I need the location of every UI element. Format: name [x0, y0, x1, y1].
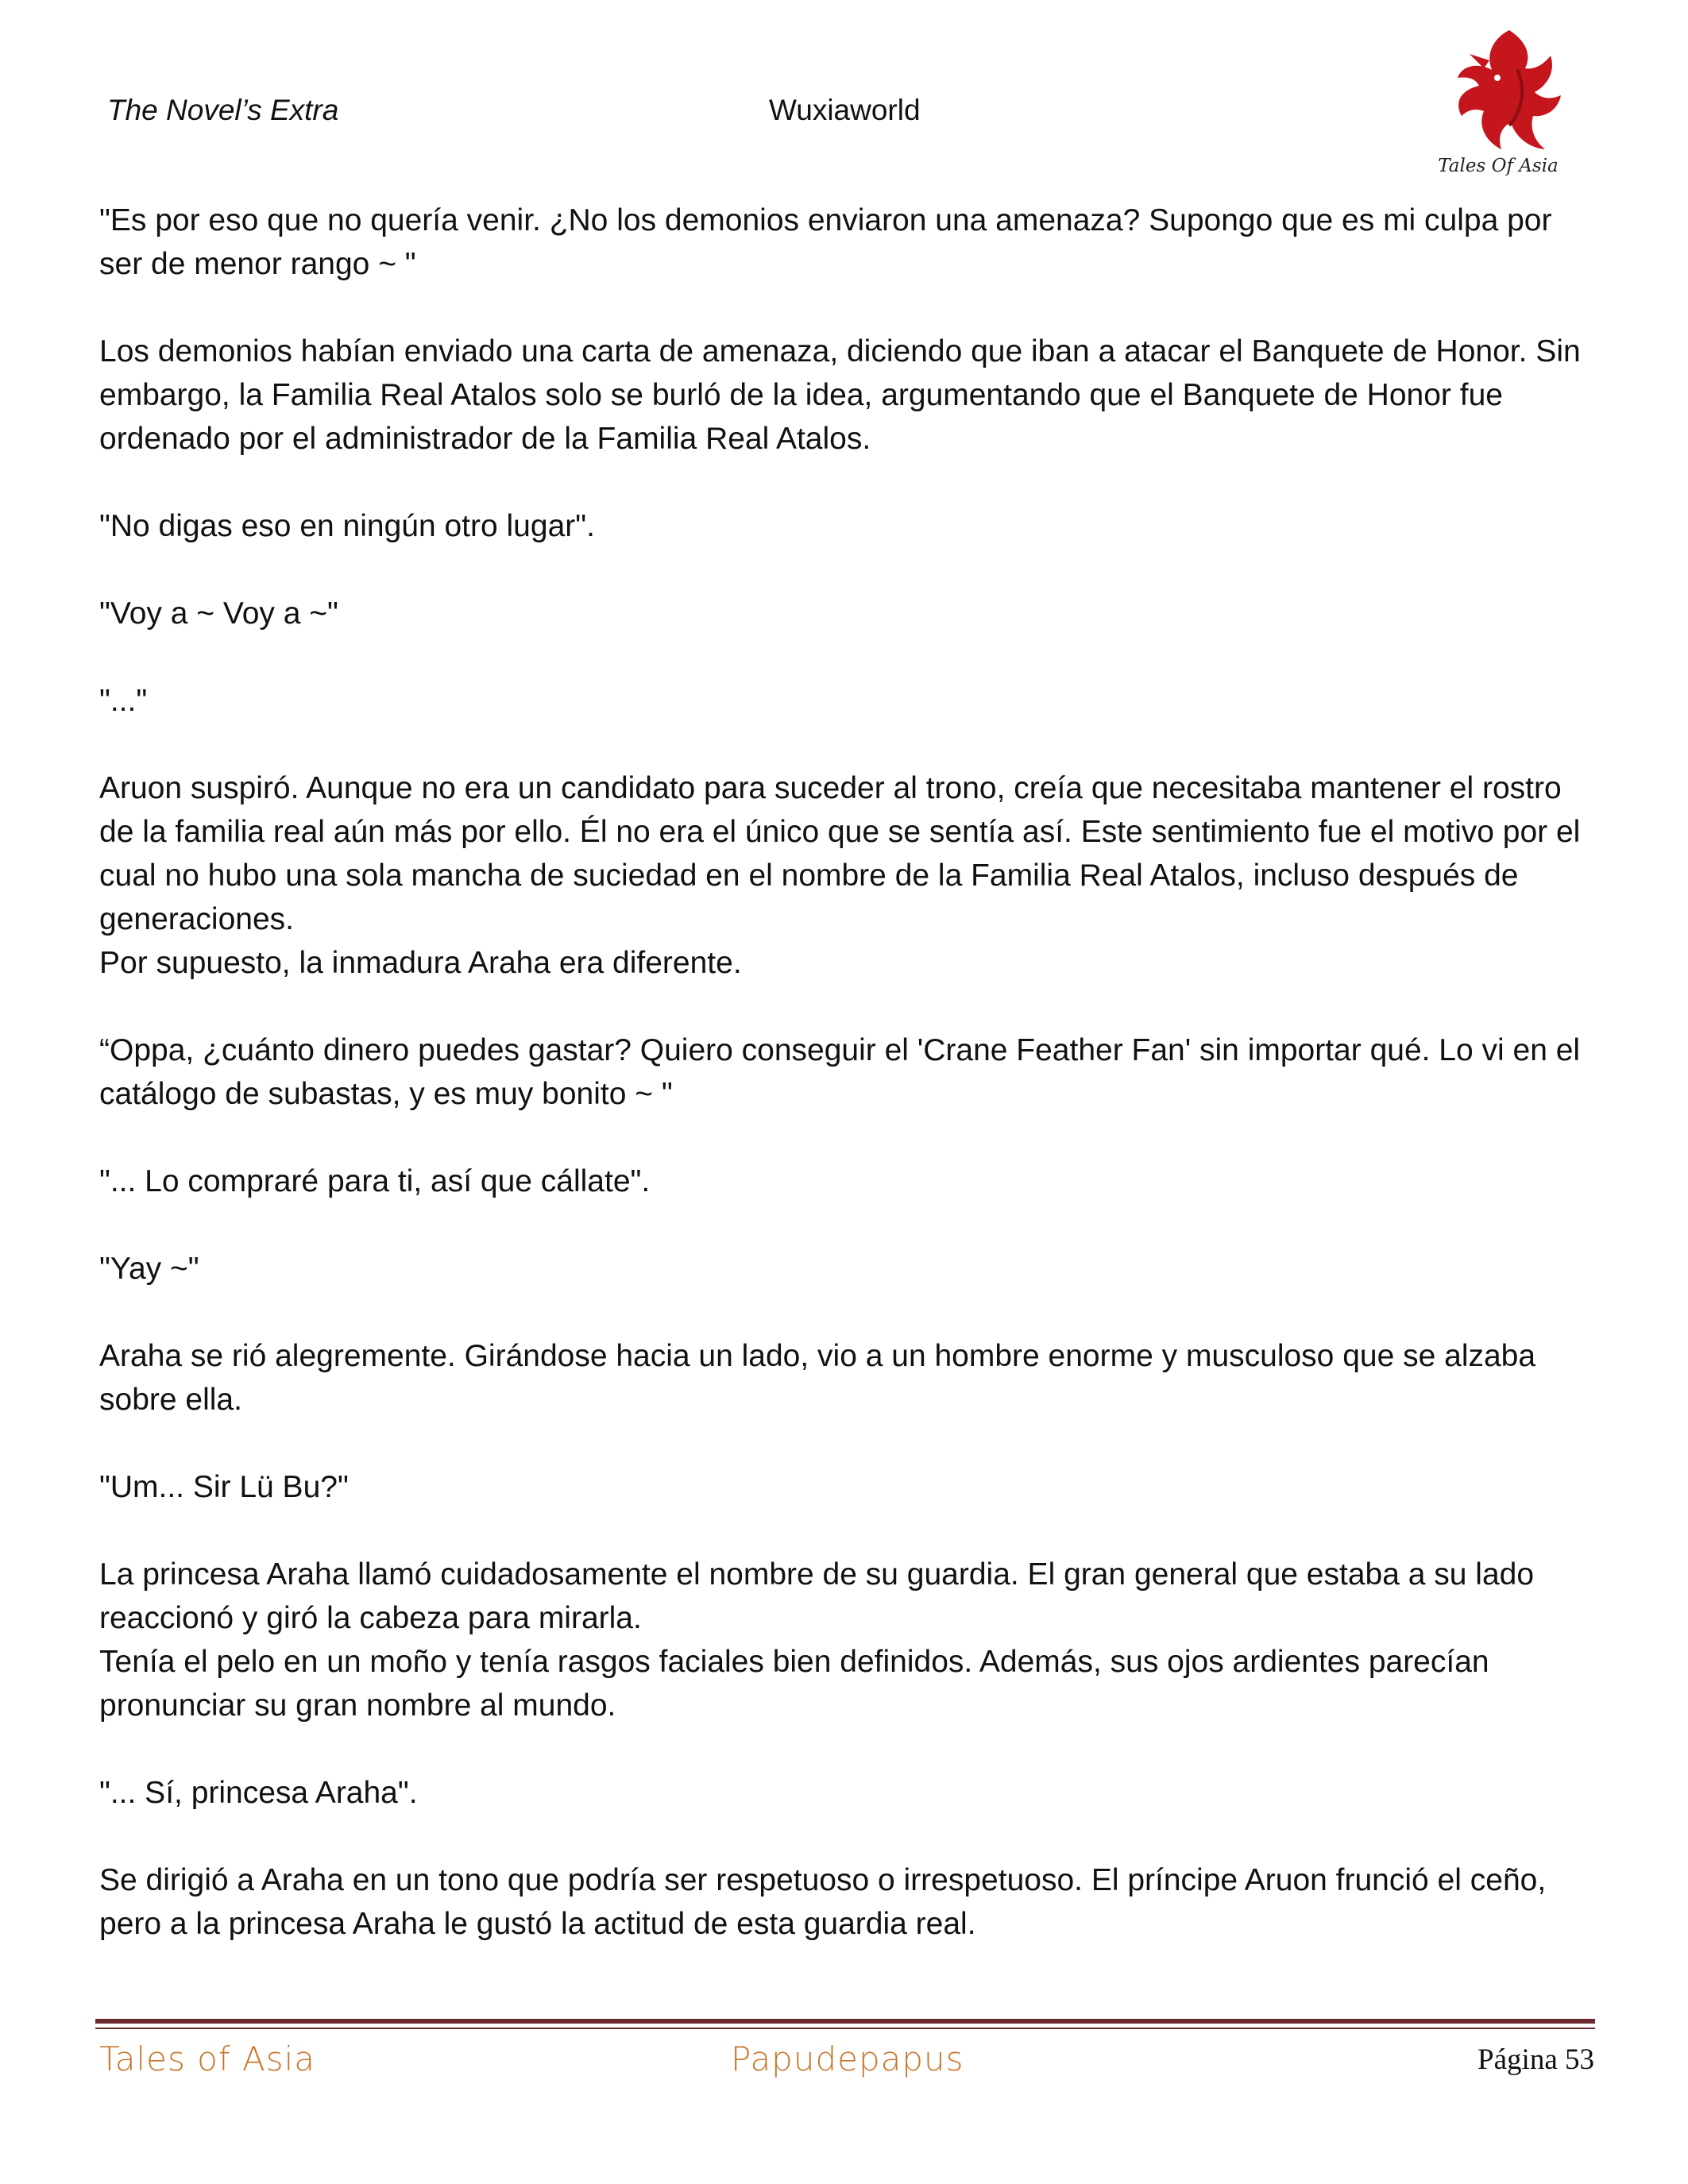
paragraph: Aruon suspiró. Aunque no era un candidato para suceder al trono, creía que necesitaba mantener el rostro de la familia real aún más por ello. Él no era el único que se sentía así. Este sentimiento fue el motivo por el cual no hubo una sola mancha de suciedad en el nombre de la Familia Real Atalos, incluso después de generaciones. [99, 771, 1581, 936]
paragraph: "Es por eso que no quería venir. ¿No los demonios enviaron una amenaza? Supongo que es mi culpa por ser de menor rango ~ " [99, 203, 1552, 281]
paragraph: "Yay ~" [99, 1252, 199, 1286]
paragraph: "... Lo compraré para ti, así que cállate". [99, 1164, 651, 1198]
header-novel-title: The Novel’s Extra [107, 94, 339, 126]
paragraph: "No digas eso en ningún otro lugar". [99, 509, 595, 543]
paragraph: Tenía el pelo en un moño y tenía rasgos faciales bien definidos. Además, sus ojos ardientes parecían pronunciar su gran nombre al mundo. [99, 1645, 1489, 1723]
paragraph: "Voy a ~ Voy a ~" [99, 596, 338, 631]
footer-site: Tales of Asia [99, 2039, 316, 2078]
paragraph: "Um... Sir Lü Bu?" [99, 1470, 349, 1504]
paragraph: “Oppa, ¿cuánto dinero puedes gastar? Quiero conseguir el 'Crane Feather Fan' sin importar qué. Lo vi en el catálogo de subastas, y es muy bonito ~ " [99, 1033, 1581, 1111]
footer-translator: Papudepapus [731, 2039, 964, 2078]
paragraph: Araha se rió alegremente. Girándose hacia un lado, vio a un hombre enorme y musculoso que se alzaba sobre ella. [99, 1339, 1536, 1417]
paragraph: La princesa Araha llamó cuidadosamente el nombre de su guardia. El gran general que estaba a su lado reaccionó y giró la cabeza para mirarla. [99, 1557, 1535, 1635]
paragraph: Se dirigió a Araha en un tono que podría ser respetuoso o irrespetuoso. El príncipe Aruon frunció el ceño, pero a la princesa Araha le gustó la actitud de esta guardia real. [99, 1863, 1547, 1941]
page-number: Página 53 [1477, 2043, 1594, 2076]
paragraph: "... Sí, princesa Araha". [99, 1776, 418, 1810]
paragraph: Los demonios habían enviado una carta de amenaza, diciendo que iban a atacar el Banquete de Honor. Sin embargo, la Familia Real Atalos solo se burló de la idea, argumentando que el Banquete de Honor fue ordenado por el administrador de la Familia Real Atalos. [99, 334, 1581, 456]
footer-divider [95, 2019, 1595, 2024]
paragraph: Por supuesto, la inmadura Araha era diferente. [99, 946, 742, 980]
paragraph: "..." [99, 684, 148, 718]
footer-divider-thin [95, 2028, 1595, 2029]
logo-wordmark: Tales Of Asia [1438, 156, 1559, 176]
chapter-body [99, 199, 1593, 1989]
header-site-name: Wuxiaworld [769, 94, 921, 126]
